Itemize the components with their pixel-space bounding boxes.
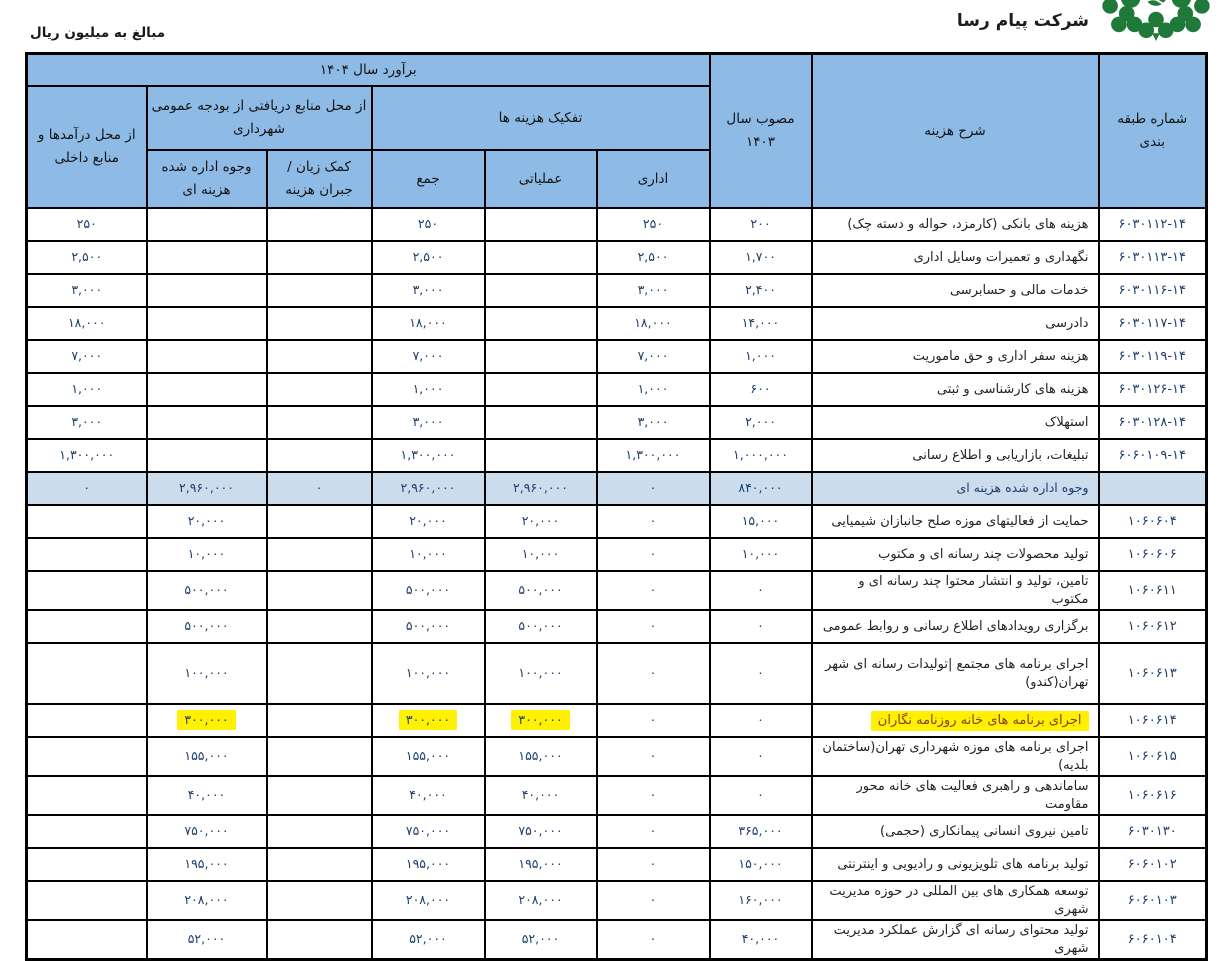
loss-subsidy-cell xyxy=(267,704,372,737)
approved-1403-cell: ۱,۷۰۰ xyxy=(710,241,812,274)
approved-1403-cell: ۸۴۰,۰۰۰ xyxy=(710,472,812,505)
description-cell: تامین، تولید و انتشار محتوا چند رسانه ای و مکتوب xyxy=(812,571,1099,610)
approved-1403-cell: ۱۶۰,۰۰۰ xyxy=(710,881,812,920)
admin-cost-cell: ۰ xyxy=(597,571,710,610)
table-row xyxy=(27,406,1207,439)
managed-funds-cell: ۵۰۰,۰۰۰ xyxy=(147,571,267,610)
operational-cost-cell xyxy=(485,340,597,373)
operational-cost-cell xyxy=(485,439,597,472)
operational-cost-cell xyxy=(485,208,597,241)
description-cell: تولید برنامه های تلویزیونی و رادیویی و اینترنتی xyxy=(812,848,1099,881)
classification-cell xyxy=(1099,472,1207,505)
approved-1403-cell: ۶۰۰ xyxy=(710,373,812,406)
classification-cell: ۱۰۶۰۶۱۱ xyxy=(1099,571,1207,610)
operational-cost-cell: ۱۹۵,۰۰۰ xyxy=(485,848,597,881)
admin-cost-cell: ۱,۰۰۰ xyxy=(597,373,710,406)
loss-subsidy-cell xyxy=(267,737,372,776)
admin-cost-cell: ۰ xyxy=(597,704,710,737)
col-header-approved-1403 xyxy=(710,54,812,209)
description-cell: برگزاری رویدادهای اطلاع رسانی و روابط عمومی xyxy=(812,610,1099,643)
admin-cost-cell: ۳,۰۰۰ xyxy=(597,406,710,439)
table-row xyxy=(27,472,1207,505)
classification-cell: ۶۰۳۰۱۲۶-۱۴ xyxy=(1099,373,1207,406)
classification-cell: ۱۰۶۰۶۱۴ xyxy=(1099,704,1207,737)
operational-cost-cell xyxy=(485,274,597,307)
classification-cell: ۶۰۶۰۱۰۴ xyxy=(1099,920,1207,960)
admin-cost-cell: ۰ xyxy=(597,505,710,538)
managed-funds-cell xyxy=(147,439,267,472)
admin-cost-cell: ۰ xyxy=(597,776,710,815)
col-header-admin: اداری xyxy=(597,150,710,208)
highlight-marker: ۳۰۰,۰۰۰ xyxy=(177,710,235,730)
description-cell: دادرسی xyxy=(812,307,1099,340)
classification-cell: ۱۰۶۰۶۱۳ xyxy=(1099,643,1207,704)
table-row xyxy=(27,571,1207,610)
internal-sources-cell: ۳,۰۰۰ xyxy=(27,274,147,307)
table-row xyxy=(27,538,1207,571)
description-cell: خدمات مالی و حسابرسی xyxy=(812,274,1099,307)
table-row xyxy=(27,274,1207,307)
classification-cell: ۶۰۳۰۱۱۳-۱۴ xyxy=(1099,241,1207,274)
operational-cost-cell: ۱۰,۰۰۰ xyxy=(485,538,597,571)
description-cell: تامین نیروی انسانی پیمانکاری (حجمی) xyxy=(812,815,1099,848)
classification-cell: ۶۰۶۰۱۰۹-۱۴ xyxy=(1099,439,1207,472)
total-cost-cell: ۵۲,۰۰۰ xyxy=(372,920,485,960)
table-row xyxy=(27,881,1207,920)
approved-1403-cell: ۱,۰۰۰,۰۰۰ xyxy=(710,439,812,472)
table-row xyxy=(27,610,1207,643)
approved-1403-cell: ۳۶۵,۰۰۰ xyxy=(710,815,812,848)
classification-cell: ۶۰۳۰۱۱۶-۱۴ xyxy=(1099,274,1207,307)
loss-subsidy-cell xyxy=(267,373,372,406)
approved-1403-cell: ۱۰,۰۰۰ xyxy=(710,538,812,571)
operational-cost-cell: ۴۰,۰۰۰ xyxy=(485,776,597,815)
operational-cost-cell: ۱۰۰,۰۰۰ xyxy=(485,643,597,704)
internal-sources-cell xyxy=(27,505,147,538)
description-cell: توسعه همکاری های بین المللی در حوزه مدیریت شهری xyxy=(812,881,1099,920)
budget-table-body xyxy=(27,208,1207,960)
loss-subsidy-cell xyxy=(267,776,372,815)
managed-funds-cell xyxy=(147,406,267,439)
internal-sources-cell xyxy=(27,815,147,848)
internal-sources-cell xyxy=(27,610,147,643)
approved-1403-cell: ۱۵,۰۰۰ xyxy=(710,505,812,538)
admin-cost-cell: ۲,۵۰۰ xyxy=(597,241,710,274)
loss-subsidy-cell xyxy=(267,274,372,307)
approved-label-line1: مصوب سال xyxy=(726,111,795,128)
internal-sources-cell xyxy=(27,848,147,881)
total-cost-cell: ۲۵۰ xyxy=(372,208,485,241)
loss-subsidy-cell xyxy=(267,340,372,373)
classification-cell: ۶۰۳۰۱۱۹-۱۴ xyxy=(1099,340,1207,373)
loss-subsidy-cell xyxy=(267,241,372,274)
approved-1403-cell: ۱۴,۰۰۰ xyxy=(710,307,812,340)
approved-label-line2: ۱۴۰۳ xyxy=(745,134,775,150)
loss-subsidy-cell xyxy=(267,307,372,340)
internal-sources-cell xyxy=(27,538,147,571)
budget-table xyxy=(25,52,1208,961)
classification-cell: ۶۰۳۰۱۲۸-۱۴ xyxy=(1099,406,1207,439)
total-cost-cell xyxy=(372,704,485,737)
internal-sources-cell: ۳,۰۰۰ xyxy=(27,406,147,439)
managed-funds-cell: ۲۰,۰۰۰ xyxy=(147,505,267,538)
managed-funds-cell: ۲۰۸,۰۰۰ xyxy=(147,881,267,920)
total-cost-cell: ۲۰۸,۰۰۰ xyxy=(372,881,485,920)
operational-cost-cell: ۲۰,۰۰۰ xyxy=(485,505,597,538)
operational-cost-cell: ۲,۹۶۰,۰۰۰ xyxy=(485,472,597,505)
total-cost-cell: ۷۵۰,۰۰۰ xyxy=(372,815,485,848)
table-row xyxy=(27,848,1207,881)
managed-funds-cell xyxy=(147,704,267,737)
description-cell: تبلیغات، بازاریابی و اطلاع رسانی xyxy=(812,439,1099,472)
loss-subsidy-cell xyxy=(267,505,372,538)
table-row xyxy=(27,439,1207,472)
admin-cost-cell: ۲۵۰ xyxy=(597,208,710,241)
highlight-marker: ۳۰۰,۰۰۰ xyxy=(399,710,457,730)
total-cost-cell: ۱۰,۰۰۰ xyxy=(372,538,485,571)
admin-cost-cell: ۰ xyxy=(597,610,710,643)
classification-cell: ۶۰۳۰۱۱۷-۱۴ xyxy=(1099,307,1207,340)
operational-cost-cell xyxy=(485,307,597,340)
table-row xyxy=(27,340,1207,373)
approved-1403-cell: ۰ xyxy=(710,643,812,704)
admin-cost-cell: ۰ xyxy=(597,472,710,505)
col-header-estimate-1404: برآورد سال ۱۴۰۴ xyxy=(27,54,710,87)
table-row xyxy=(27,704,1207,737)
table-row xyxy=(27,643,1207,704)
table-row xyxy=(27,737,1207,776)
internal-sources-cell xyxy=(27,737,147,776)
classification-cell: ۱۰۶۰۶۰۴ xyxy=(1099,505,1207,538)
loss-subsidy-cell xyxy=(267,920,372,960)
total-cost-cell: ۱,۰۰۰ xyxy=(372,373,485,406)
col-header-municipal-sources: از محل منابع دریافتی از بودجه عمومی شهرداری xyxy=(147,86,372,150)
classification-cell: ۱۰۶۰۶۱۵ xyxy=(1099,737,1207,776)
operational-cost-cell xyxy=(485,704,597,737)
loss-subsidy-cell xyxy=(267,571,372,610)
table-row xyxy=(27,505,1207,538)
col-header-operational: عملیاتی xyxy=(485,150,597,208)
description-cell: تولید محصولات چند رسانه ای و مکتوب xyxy=(812,538,1099,571)
total-cost-cell: ۱,۳۰۰,۰۰۰ xyxy=(372,439,485,472)
description-cell: هزینه های بانکی (کارمزد، حواله و دسته چک) xyxy=(812,208,1099,241)
approved-1403-cell: ۲,۰۰۰ xyxy=(710,406,812,439)
total-cost-cell: ۴۰,۰۰۰ xyxy=(372,776,485,815)
approved-1403-cell: ۱,۰۰۰ xyxy=(710,340,812,373)
operational-cost-cell: ۵۰۰,۰۰۰ xyxy=(485,610,597,643)
approved-1403-cell: ۰ xyxy=(710,610,812,643)
managed-funds-cell xyxy=(147,373,267,406)
managed-funds-cell: ۷۵۰,۰۰۰ xyxy=(147,815,267,848)
loss-subsidy-cell xyxy=(267,538,372,571)
operational-cost-cell: ۷۵۰,۰۰۰ xyxy=(485,815,597,848)
loss-subsidy-cell xyxy=(267,208,372,241)
table-row xyxy=(27,373,1207,406)
internal-sources-cell xyxy=(27,571,147,610)
admin-cost-cell: ۰ xyxy=(597,848,710,881)
unit-note: مبالغ به میلیون ریال xyxy=(30,25,166,41)
admin-cost-cell: ۳,۰۰۰ xyxy=(597,274,710,307)
total-cost-cell: ۵۰۰,۰۰۰ xyxy=(372,571,485,610)
description-cell: استهلاک xyxy=(812,406,1099,439)
classification-cell: ۶۰۶۰۱۰۲ xyxy=(1099,848,1207,881)
classification-cell: ۱۰۶۰۶۱۲ xyxy=(1099,610,1207,643)
table-row xyxy=(27,307,1207,340)
internal-sources-cell: ۱,۳۰۰,۰۰۰ xyxy=(27,439,147,472)
loss-subsidy-cell xyxy=(267,406,372,439)
managed-funds-cell: ۴۰,۰۰۰ xyxy=(147,776,267,815)
tehran-municipality-logo-icon xyxy=(1097,0,1215,41)
total-cost-cell: ۱۹۵,۰۰۰ xyxy=(372,848,485,881)
internal-sources-cell xyxy=(27,643,147,704)
operational-cost-cell xyxy=(485,373,597,406)
col-header-managed-funds: وجوه اداره شده هزینه ای xyxy=(147,150,267,208)
approved-1403-cell: ۲۰۰ xyxy=(710,208,812,241)
total-cost-cell: ۲۰,۰۰۰ xyxy=(372,505,485,538)
operational-cost-cell: ۲۰۸,۰۰۰ xyxy=(485,881,597,920)
admin-cost-cell: ۰ xyxy=(597,643,710,704)
description-cell: هزینه سفر اداری و حق ماموریت xyxy=(812,340,1099,373)
operational-cost-cell xyxy=(485,406,597,439)
admin-cost-cell: ۱,۳۰۰,۰۰۰ xyxy=(597,439,710,472)
internal-sources-cell: ۱۸,۰۰۰ xyxy=(27,307,147,340)
admin-cost-cell: ۰ xyxy=(597,881,710,920)
internal-sources-cell: ۲,۵۰۰ xyxy=(27,241,147,274)
loss-subsidy-cell xyxy=(267,610,372,643)
table-row xyxy=(27,776,1207,815)
col-header-total: جمع xyxy=(372,150,485,208)
managed-funds-cell xyxy=(147,307,267,340)
loss-subsidy-cell: ۰ xyxy=(267,472,372,505)
description-cell: هزینه های کارشناسی و ثبتی xyxy=(812,373,1099,406)
table-row xyxy=(27,920,1207,960)
classification-cell: ۶۰۳۰۱۳۰ xyxy=(1099,815,1207,848)
approved-1403-cell: ۰ xyxy=(710,737,812,776)
total-cost-cell: ۱۰۰,۰۰۰ xyxy=(372,643,485,704)
total-cost-cell: ۵۰۰,۰۰۰ xyxy=(372,610,485,643)
total-cost-cell: ۱۸,۰۰۰ xyxy=(372,307,485,340)
description-cell: حمایت از فعالیتهای موزه صلح جانبازان شیمیایی xyxy=(812,505,1099,538)
managed-funds-cell: ۵۲,۰۰۰ xyxy=(147,920,267,960)
highlight-marker: اجرای برنامه های خانه روزنامه نگاران xyxy=(871,711,1089,731)
loss-subsidy-cell xyxy=(267,848,372,881)
total-cost-cell: ۳,۰۰۰ xyxy=(372,406,485,439)
table-header xyxy=(27,54,1207,209)
company-name: شرکت پیام رسا xyxy=(956,11,1089,31)
table-row xyxy=(27,208,1207,241)
col-header-internal-sources: از محل درآمدها و منابع داخلی xyxy=(27,86,147,208)
internal-sources-cell xyxy=(27,776,147,815)
internal-sources-cell: ۷,۰۰۰ xyxy=(27,340,147,373)
col-header-breakdown: تفکیک هزینه ها xyxy=(372,86,710,150)
loss-subsidy-cell xyxy=(267,881,372,920)
approved-1403-cell: ۲,۴۰۰ xyxy=(710,274,812,307)
managed-funds-cell: ۲,۹۶۰,۰۰۰ xyxy=(147,472,267,505)
description-cell: اجرای برنامه های مجتمع |تولیدات رسانه ای شهر تهران(کندو) xyxy=(812,643,1099,704)
total-cost-cell: ۱۵۵,۰۰۰ xyxy=(372,737,485,776)
internal-sources-cell: ۰ xyxy=(27,472,147,505)
managed-funds-cell: ۵۰۰,۰۰۰ xyxy=(147,610,267,643)
table-row xyxy=(27,815,1207,848)
admin-cost-cell: ۷,۰۰۰ xyxy=(597,340,710,373)
classification-cell: ۱۰۶۰۶۰۶ xyxy=(1099,538,1207,571)
approved-1403-cell: ۱۵۰,۰۰۰ xyxy=(710,848,812,881)
internal-sources-cell: ۲۵۰ xyxy=(27,208,147,241)
classification-cell: ۶۰۳۰۱۱۲-۱۴ xyxy=(1099,208,1207,241)
managed-funds-cell: ۱۹۵,۰۰۰ xyxy=(147,848,267,881)
admin-cost-cell: ۱۸,۰۰۰ xyxy=(597,307,710,340)
admin-cost-cell: ۰ xyxy=(597,538,710,571)
approved-1403-cell: ۴۰,۰۰۰ xyxy=(710,920,812,960)
total-cost-cell: ۲,۹۶۰,۰۰۰ xyxy=(372,472,485,505)
managed-funds-cell: ۱۰۰,۰۰۰ xyxy=(147,643,267,704)
col-header-description: شرح هزینه xyxy=(812,54,1099,209)
total-cost-cell: ۳,۰۰۰ xyxy=(372,274,485,307)
loss-subsidy-cell xyxy=(267,439,372,472)
admin-cost-cell: ۰ xyxy=(597,920,710,960)
col-header-loss-subsidy: کمک زیان / جبران هزینه xyxy=(267,150,372,208)
col-header-classification: شماره طبقه بندی xyxy=(1099,54,1207,209)
loss-subsidy-cell xyxy=(267,815,372,848)
operational-cost-cell: ۵۰۰,۰۰۰ xyxy=(485,571,597,610)
classification-cell: ۶۰۶۰۱۰۳ xyxy=(1099,881,1207,920)
internal-sources-cell xyxy=(27,881,147,920)
approved-1403-cell: ۰ xyxy=(710,571,812,610)
description-cell xyxy=(812,704,1099,737)
managed-funds-cell: ۱۵۵,۰۰۰ xyxy=(147,737,267,776)
description-cell: تولید محتوای رسانه ای گزارش عملکرد مدیریت شهری xyxy=(812,920,1099,960)
operational-cost-cell: ۱۵۵,۰۰۰ xyxy=(485,737,597,776)
internal-sources-cell: ۱,۰۰۰ xyxy=(27,373,147,406)
total-cost-cell: ۲,۵۰۰ xyxy=(372,241,485,274)
description-cell: نگهداری و تعمیرات وسایل اداری xyxy=(812,241,1099,274)
admin-cost-cell: ۰ xyxy=(597,815,710,848)
description-cell: وجوه اداره شده هزینه ای xyxy=(812,472,1099,505)
approved-1403-cell: ۰ xyxy=(710,776,812,815)
managed-funds-cell xyxy=(147,241,267,274)
approved-1403-cell: ۰ xyxy=(710,704,812,737)
total-cost-cell: ۷,۰۰۰ xyxy=(372,340,485,373)
internal-sources-cell xyxy=(27,920,147,960)
description-cell: ساماندهی و راهبری فعالیت های خانه محور مقاومت xyxy=(812,776,1099,815)
managed-funds-cell: ۱۰,۰۰۰ xyxy=(147,538,267,571)
managed-funds-cell xyxy=(147,274,267,307)
highlight-marker: ۳۰۰,۰۰۰ xyxy=(511,710,569,730)
loss-subsidy-cell xyxy=(267,643,372,704)
admin-cost-cell: ۰ xyxy=(597,737,710,776)
managed-funds-cell xyxy=(147,340,267,373)
managed-funds-cell xyxy=(147,208,267,241)
internal-sources-cell xyxy=(27,704,147,737)
operational-cost-cell xyxy=(485,241,597,274)
operational-cost-cell: ۵۲,۰۰۰ xyxy=(485,920,597,960)
description-cell: اجرای برنامه های موزه شهرداری تهران(ساختمان بلدیه) xyxy=(812,737,1099,776)
classification-cell: ۱۰۶۰۶۱۶ xyxy=(1099,776,1207,815)
table-row xyxy=(27,241,1207,274)
